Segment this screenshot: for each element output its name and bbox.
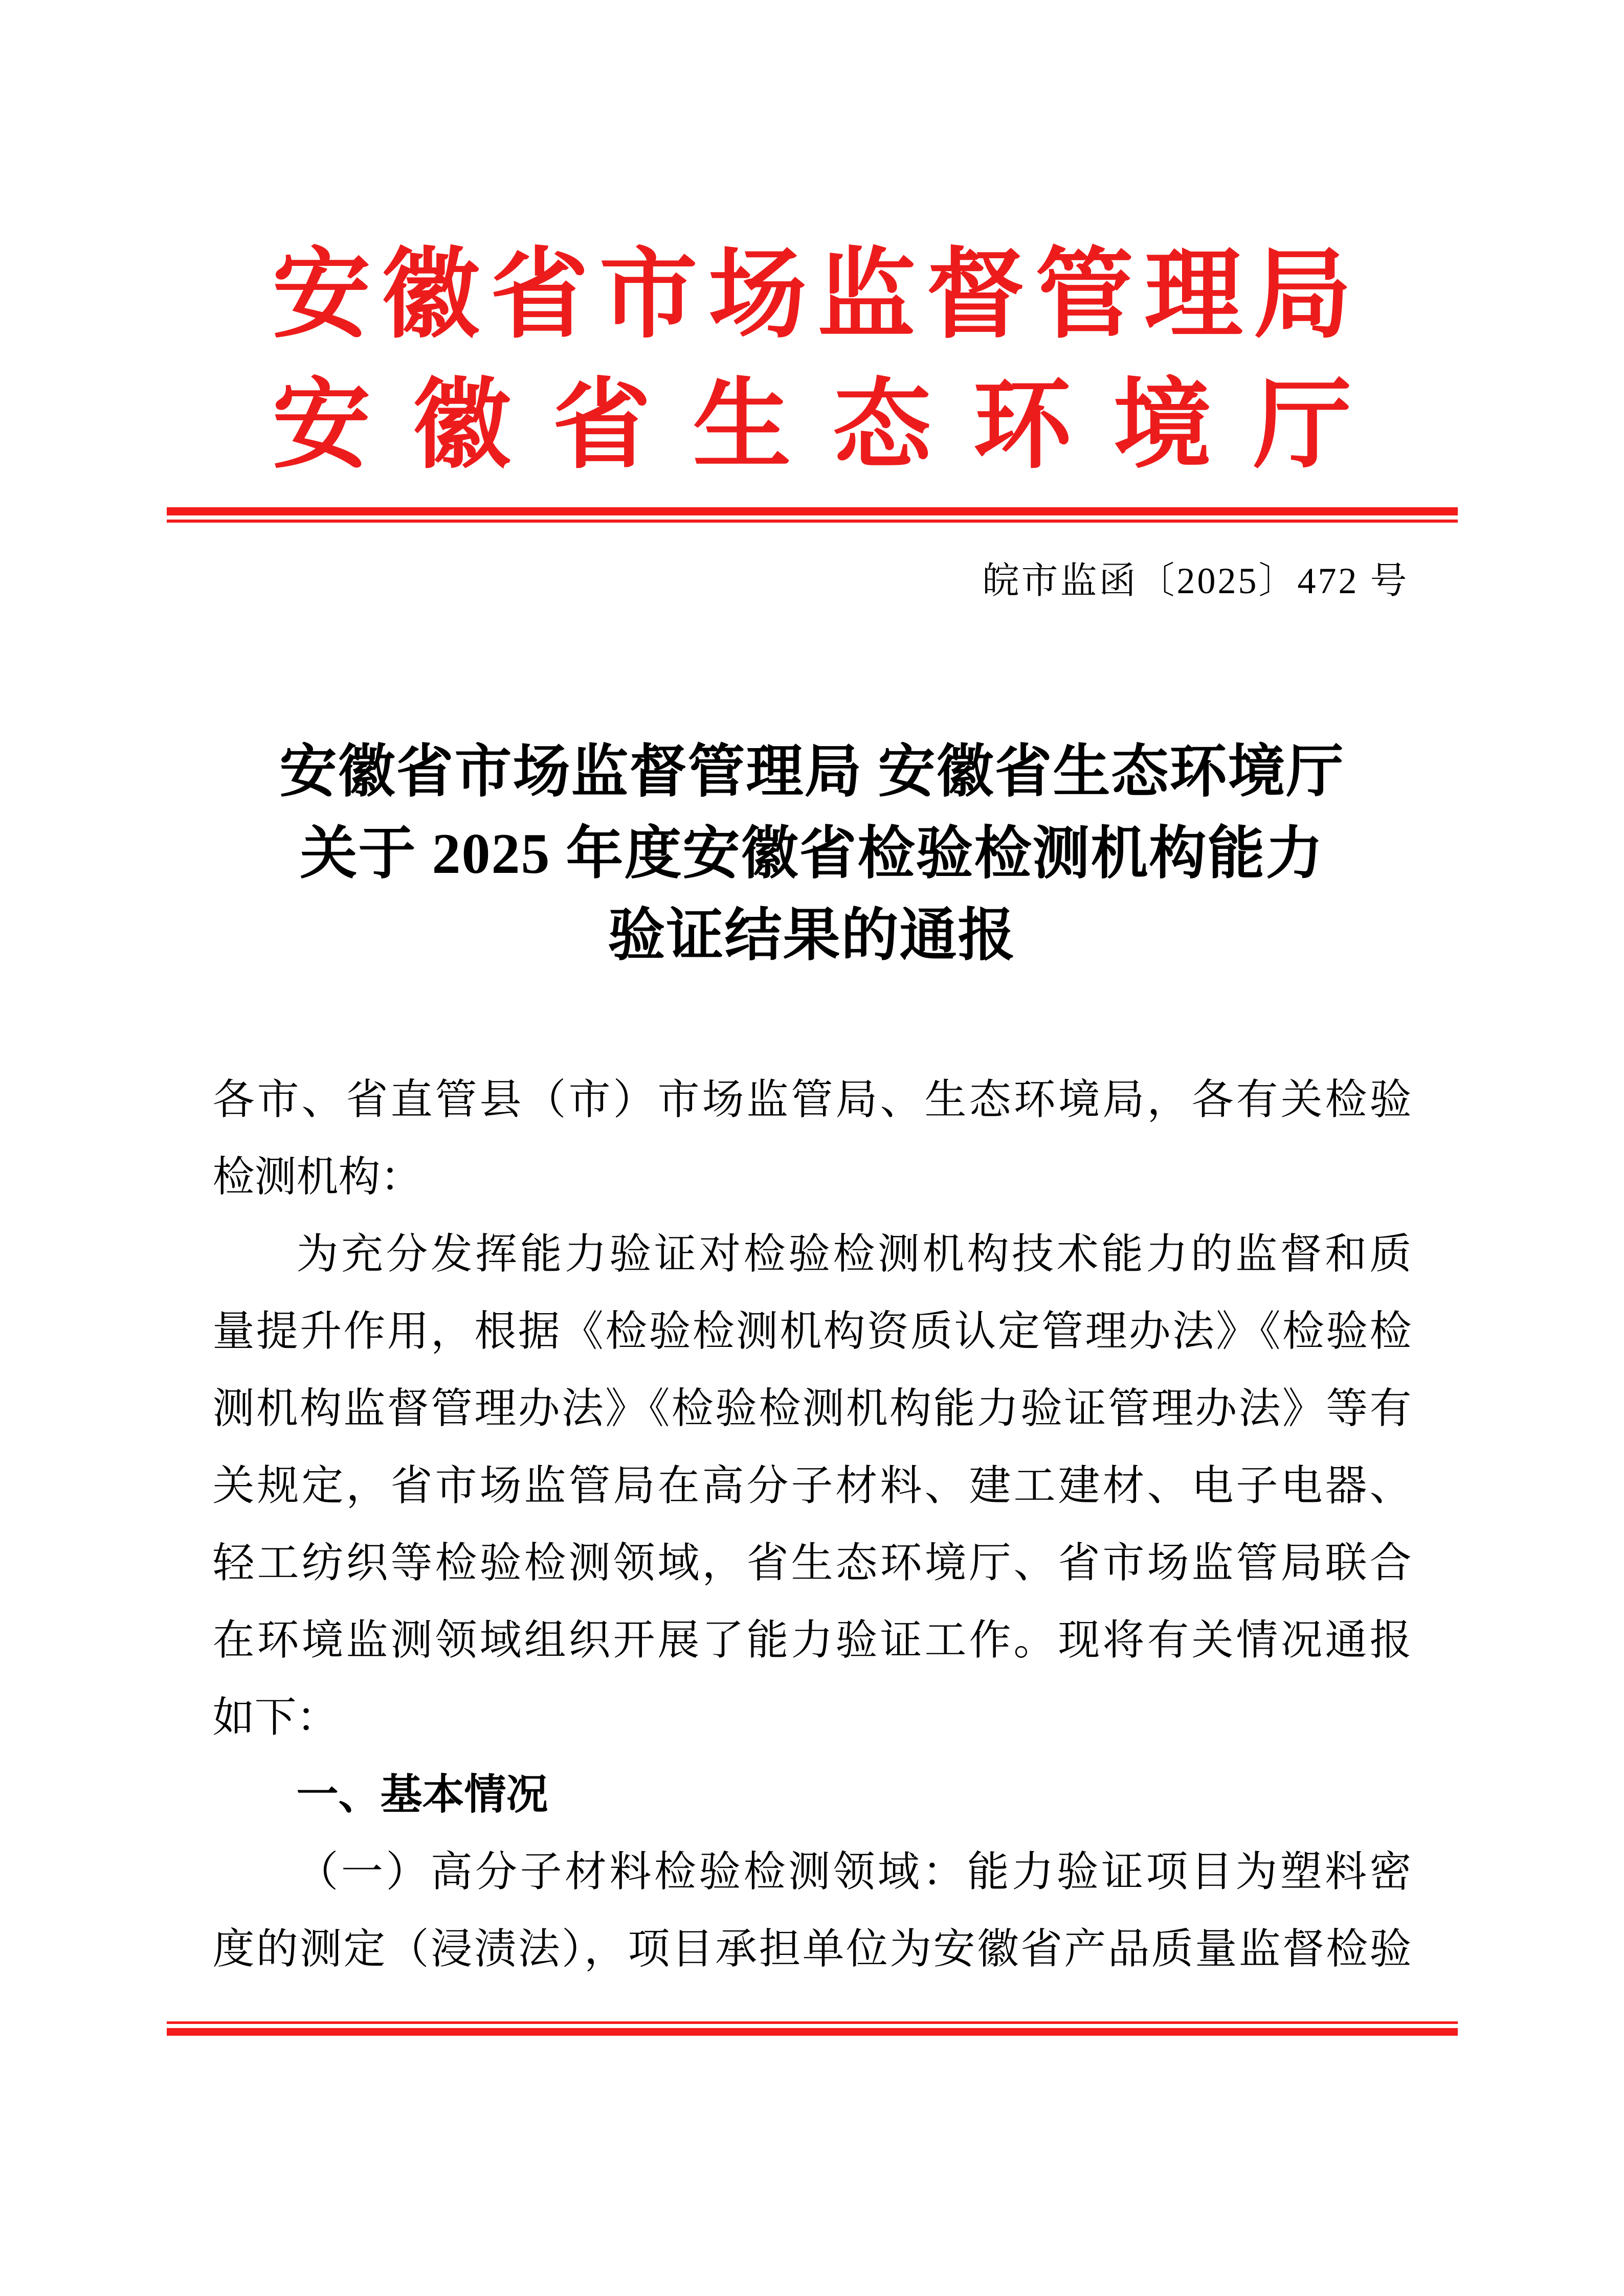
letterhead-separator xyxy=(167,507,1458,523)
letterhead-org-line2: 安 徽 省 生 态 环 境 厅 xyxy=(272,371,1352,480)
document-body xyxy=(167,1061,1458,1988)
body-text-line: 检测机构： xyxy=(212,1154,422,1200)
body-text-line: 测机构监督管理办法》《检验检测机构能力验证管理办法》等有 xyxy=(212,1385,1412,1432)
body-text-line: （一）高分子材料检验检测领域：能力验证项目为塑料密 xyxy=(296,1849,1412,1895)
red-rule-thick xyxy=(167,2028,1458,2036)
body-text-line: 在环境监测领域组织开展了能力验证工作。现将有关情况通报 xyxy=(212,1617,1412,1663)
body-text-line: 度的测定（浸渍法），项目承担单位为安徽省产品质量监督检验 xyxy=(212,1926,1412,1972)
body-text-line: 如下： xyxy=(212,1694,339,1741)
red-rule-thin xyxy=(167,520,1458,523)
footer-separator xyxy=(167,2021,1458,2036)
body-text-line: 量提升作用，根据《检验检测机构资质认定管理办法》《检验检 xyxy=(212,1308,1412,1355)
body-text-line: 为充分发挥能力验证对检验检测机构技术能力的监督和质 xyxy=(296,1231,1412,1277)
document-title-line1: 安徽省市场监督管理局 安徽省生态环境厅 xyxy=(279,740,1345,804)
document-title xyxy=(167,731,1458,977)
document-title-line3: 验证结果的通报 xyxy=(608,904,1016,967)
document-number: 皖市监函〔2025〕472 号 xyxy=(982,560,1409,601)
body-text-line: 轻工纺织等检验检测领域，省生态环境厅、省市场监管局联合 xyxy=(212,1540,1412,1586)
red-rule-thin xyxy=(167,2021,1458,2024)
body-text-line: 关规定，省市场监管局在高分子材料、建工建材、电子电器、 xyxy=(212,1462,1412,1509)
letterhead xyxy=(167,0,1458,491)
letterhead-org-line1: 安 徽 省 市 场 监 督 管 理 局 xyxy=(272,240,1352,350)
document-content xyxy=(167,0,1458,2036)
body-text-line: 各市、省直管县（市）市场监管局、生态环境局，各有关检验 xyxy=(212,1076,1412,1123)
body-text-line: 一、基本情况 xyxy=(296,1771,548,1818)
document-title-line2: 关于 2025 年度安徽省检验检测机构能力 xyxy=(300,822,1324,886)
red-rule-thick xyxy=(167,507,1458,515)
